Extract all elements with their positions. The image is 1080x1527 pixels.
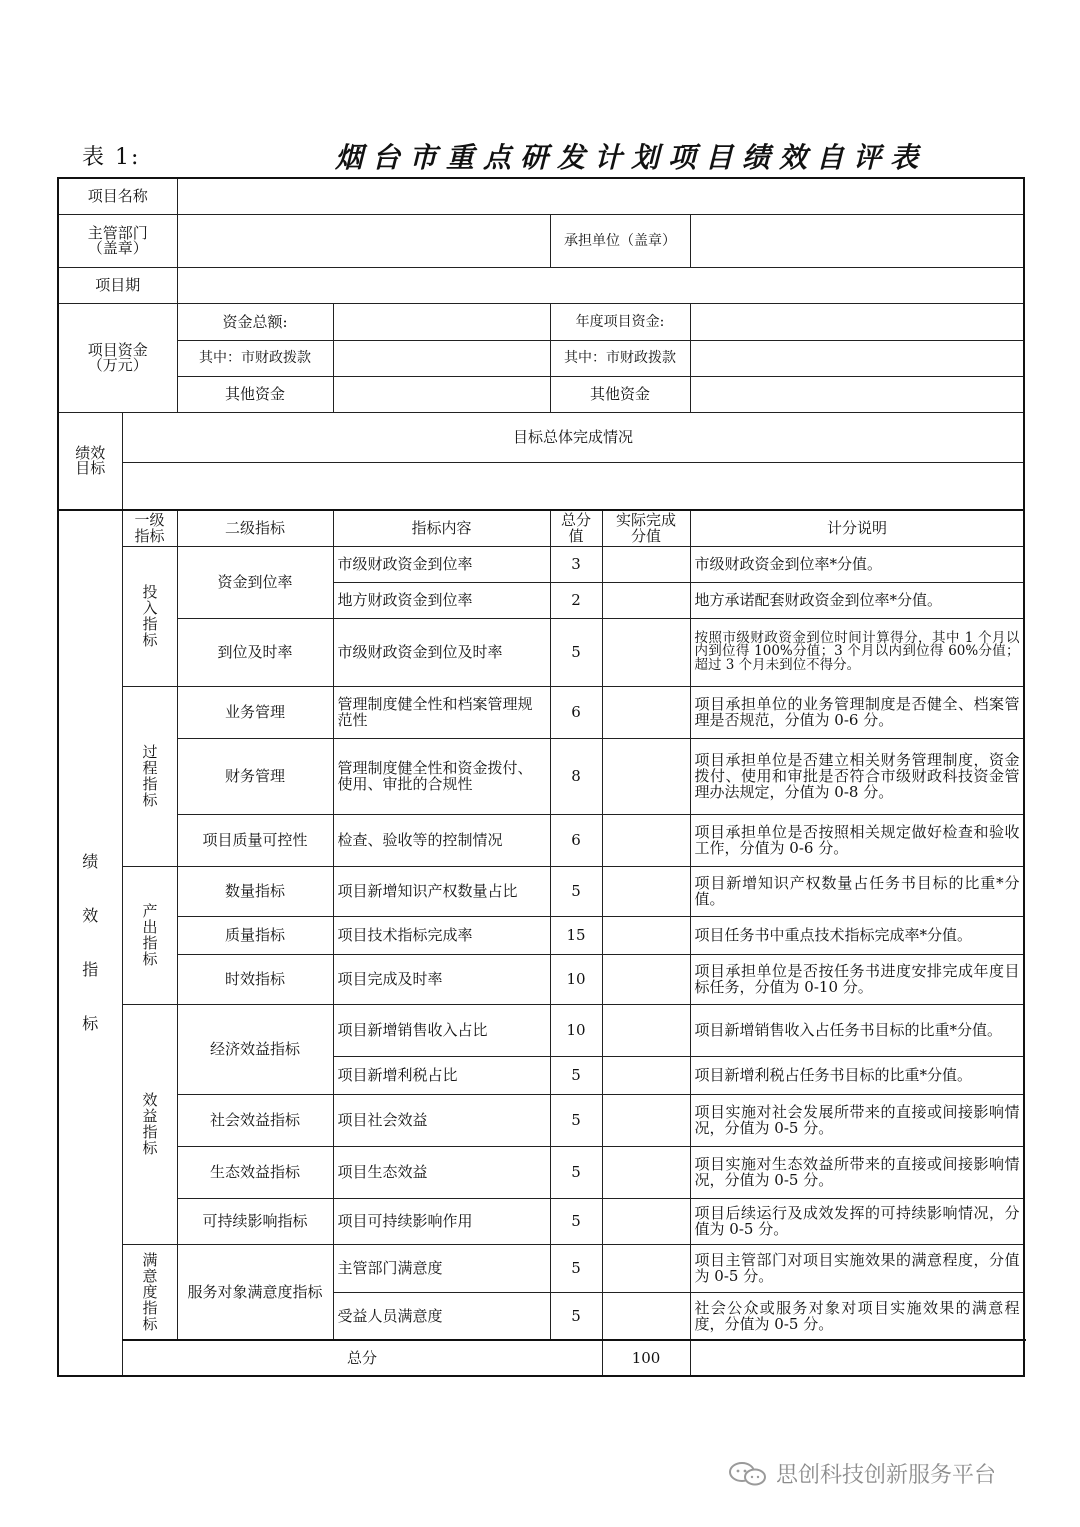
l2-timeliness-output: 时效指标 (177, 954, 333, 1004)
indicator-note: 项目主管部门对项目实施效果的满意程度，分值为 0-5 分。 (690, 1244, 1024, 1292)
actual-score-field[interactable] (602, 686, 690, 738)
indicator-score: 5 (550, 1094, 602, 1146)
actual-score-field[interactable] (602, 582, 690, 618)
funds-row-1 (58, 303, 1024, 340)
header-level2: 二级指标 (177, 510, 333, 546)
annual-funds-field[interactable] (690, 303, 1024, 340)
chat-bubbles-icon (728, 1461, 768, 1487)
indicator-note: 项目新增知识产权数量占任务书目标的比重*分值。 (690, 866, 1024, 916)
l2-quality: 质量指标 (177, 916, 333, 954)
city-funds-label-left: 其中：市财政拨款 (177, 340, 333, 376)
other-funds-field-left[interactable] (333, 376, 550, 412)
group-process: 过程指标 (122, 686, 177, 866)
actual-score-field[interactable] (602, 954, 690, 1004)
actual-score-field[interactable] (602, 1244, 690, 1292)
table-row (58, 814, 1024, 866)
indicator-note: 项目实施对社会发展所带来的直接或间接影响情况，分值为 0-5 分。 (690, 1094, 1024, 1146)
project-name-label: 项目名称 (58, 178, 177, 214)
indicator-score: 8 (550, 738, 602, 814)
indicator-content: 管理制度健全性和档案管理规范性 (333, 686, 550, 738)
indicator-note: 按照市级财政资金到位时间计算得分，其中 1 个月以内到位得 100%分值；3 个月以内到位得 60%分值；超过 3 个月未到位不得分。 (690, 618, 1024, 686)
total-row (58, 1340, 1024, 1376)
indicator-header-row (58, 510, 1024, 546)
indicator-content: 市级财政资金到位率 (333, 546, 550, 582)
table-row (58, 954, 1024, 1004)
indicator-content: 管理制度健全性和资金拨付、使用、审批的合规性 (333, 738, 550, 814)
total-funds-field[interactable] (333, 303, 550, 340)
actual-score-field[interactable] (602, 1198, 690, 1244)
l2-business-management: 业务管理 (177, 686, 333, 738)
indicator-note: 市级财政资金到位率*分值。 (690, 546, 1024, 582)
table-label: 表 1: (82, 145, 141, 170)
indicator-content: 项目新增销售收入占比 (333, 1004, 550, 1056)
dept-row (58, 214, 1024, 267)
total-score: 100 (602, 1340, 690, 1376)
section-char: 指 (82, 960, 99, 979)
indicator-content: 项目新增知识产权数量占比 (333, 866, 550, 916)
indicator-score: 5 (550, 1244, 602, 1292)
undertaker-label: 承担单位（盖章） (550, 214, 690, 267)
group-benefit: 效益指标 (122, 1004, 177, 1244)
period-row (58, 267, 1024, 303)
l2-sustainability: 可持续影响指标 (177, 1198, 333, 1244)
table-row (58, 1198, 1024, 1244)
l2-service-satisfaction: 服务对象满意度指标 (177, 1244, 333, 1340)
indicator-content: 项目社会效益 (333, 1094, 550, 1146)
dept-field[interactable] (177, 214, 550, 267)
l2-financial-management: 财务管理 (177, 738, 333, 814)
header-content: 指标内容 (333, 510, 550, 546)
table-row (58, 738, 1024, 814)
dept-label: 主管部门 （盖章） (58, 214, 177, 267)
actual-score-field[interactable] (602, 1292, 690, 1340)
indicator-content: 主管部门满意度 (333, 1244, 550, 1292)
city-funds-label-right: 其中：市财政拨款 (550, 340, 690, 376)
project-name-row (58, 178, 1024, 214)
indicator-note: 项目承担单位的业务管理制度是否健全、档案管理是否规范，分值为 0-6 分。 (690, 686, 1024, 738)
actual-score-field[interactable] (602, 916, 690, 954)
funds-label: 项目资金 （万元） (58, 303, 177, 412)
l2-quantity: 数量指标 (177, 866, 333, 916)
period-label: 项目期 (58, 267, 177, 303)
table-row (58, 546, 1024, 582)
indicator-note: 项目任务书中重点技术指标完成率*分值。 (690, 916, 1024, 954)
indicator-note: 项目后续运行及成效发挥的可持续影响情况，分值为 0-5 分。 (690, 1198, 1024, 1244)
total-label: 总分 (122, 1340, 602, 1376)
indicator-score: 10 (550, 1004, 602, 1056)
header-level1: 一级 指标 (122, 510, 177, 546)
actual-score-field[interactable] (602, 738, 690, 814)
watermark-text: 思创科技创新服务平台 (776, 1463, 997, 1488)
document-title: 烟台市重点研发计划项目绩效自评表 (335, 141, 928, 174)
indicator-note: 项目新增利税占任务书目标的比重*分值。 (690, 1056, 1024, 1094)
table-row (58, 686, 1024, 738)
indicator-score: 15 (550, 916, 602, 954)
table-row (58, 1094, 1024, 1146)
actual-score-field[interactable] (602, 1004, 690, 1056)
indicator-content: 地方财政资金到位率 (333, 582, 550, 618)
indicator-score: 5 (550, 866, 602, 916)
indicator-score: 6 (550, 814, 602, 866)
self-evaluation-table (57, 177, 1025, 1377)
indicator-content: 受益人员满意度 (333, 1292, 550, 1340)
goal-row-1 (58, 412, 1024, 462)
section-char: 效 (82, 906, 99, 925)
total-funds-label: 资金总额: (177, 303, 333, 340)
indicator-score: 5 (550, 1198, 602, 1244)
table-row (58, 916, 1024, 954)
l2-quality-control: 项目质量可控性 (177, 814, 333, 866)
table-row (58, 1004, 1024, 1056)
goal-status-label: 目标总体完成情况 (122, 412, 1024, 462)
total-actual-field[interactable] (690, 1340, 1024, 1376)
indicator-note: 地方承诺配套财政资金到位率*分值。 (690, 582, 1024, 618)
indicator-note: 社会公众或服务对象对项目实施效果的满意程度，分值为 0-5 分。 (690, 1292, 1024, 1340)
indicator-note: 项目新增销售收入占任务书目标的比重*分值。 (690, 1004, 1024, 1056)
l2-timeliness: 到位及时率 (177, 618, 333, 686)
indicator-score: 5 (550, 1146, 602, 1198)
section-label-performance-indicators (58, 510, 122, 1376)
project-name-field[interactable] (177, 178, 1024, 214)
actual-score-field[interactable] (602, 1094, 690, 1146)
indicator-score: 2 (550, 582, 602, 618)
table-row (58, 866, 1024, 916)
indicator-content: 项目生态效益 (333, 1146, 550, 1198)
watermark (728, 1458, 996, 1489)
funds-row-3 (58, 376, 1024, 412)
group-output: 产出指标 (122, 866, 177, 1004)
table-row (58, 1146, 1024, 1198)
indicator-content: 项目可持续影响作用 (333, 1198, 550, 1244)
funds-row-2 (58, 340, 1024, 376)
header-actual: 实际完成 分值 (602, 510, 690, 546)
indicator-content: 项目新增利税占比 (333, 1056, 550, 1094)
group-satisfaction: 满意度指标 (122, 1244, 177, 1340)
indicator-note: 项目承担单位是否按照相关规定做好检查和验收工作，分值为 0-6 分。 (690, 814, 1024, 866)
section-char: 标 (82, 1014, 99, 1033)
header-score: 总分 值 (550, 510, 602, 546)
actual-score-field[interactable] (602, 1146, 690, 1198)
indicator-note: 项目承担单位是否建立相关财务管理制度，资金拨付、使用和审批是否符合市级财政科技资金管理办法规定，分值为 0-8 分。 (690, 738, 1024, 814)
other-funds-label-left: 其他资金 (177, 376, 333, 412)
indicator-content: 项目完成及时率 (333, 954, 550, 1004)
indicator-note: 项目承担单位是否按任务书进度安排完成年度目标任务，分值为 0-10 分。 (690, 954, 1024, 1004)
actual-score-field[interactable] (602, 866, 690, 916)
indicator-content: 检查、验收等的控制情况 (333, 814, 550, 866)
undertaker-field[interactable] (690, 214, 1024, 267)
actual-score-field[interactable] (602, 1056, 690, 1094)
indicator-score: 3 (550, 546, 602, 582)
city-funds-field-right[interactable] (690, 340, 1024, 376)
indicator-content: 市级财政资金到位及时率 (333, 618, 550, 686)
l2-funds-arrival: 资金到位率 (177, 546, 333, 618)
goal-row-2 (58, 462, 1024, 510)
indicator-score: 6 (550, 686, 602, 738)
l2-social-benefit: 社会效益指标 (177, 1094, 333, 1146)
goal-label: 绩效 目标 (58, 412, 122, 510)
indicator-score: 10 (550, 954, 602, 1004)
actual-score-field[interactable] (602, 618, 690, 686)
goal-status-field[interactable] (122, 462, 1024, 510)
l2-ecological-benefit: 生态效益指标 (177, 1146, 333, 1198)
annual-funds-label: 年度项目资金: (550, 303, 690, 340)
indicator-score: 5 (550, 618, 602, 686)
indicator-score: 5 (550, 1292, 602, 1340)
indicator-note: 项目实施对生态效益所带来的直接或间接影响情况，分值为 0-5 分。 (690, 1146, 1024, 1198)
period-field[interactable] (177, 267, 1024, 303)
other-funds-label-right: 其他资金 (550, 376, 690, 412)
table-row (58, 1244, 1024, 1292)
city-funds-field-left[interactable] (333, 340, 550, 376)
indicator-content: 项目技术指标完成率 (333, 916, 550, 954)
indicator-score: 5 (550, 1056, 602, 1094)
group-input: 投入指标 (122, 546, 177, 686)
l2-economic-benefit: 经济效益指标 (177, 1004, 333, 1094)
header-note: 计分说明 (690, 510, 1024, 546)
section-char: 绩 (82, 852, 99, 871)
other-funds-field-right[interactable] (690, 376, 1024, 412)
table-row (58, 618, 1024, 686)
actual-score-field[interactable] (602, 814, 690, 866)
actual-score-field[interactable] (602, 546, 690, 582)
